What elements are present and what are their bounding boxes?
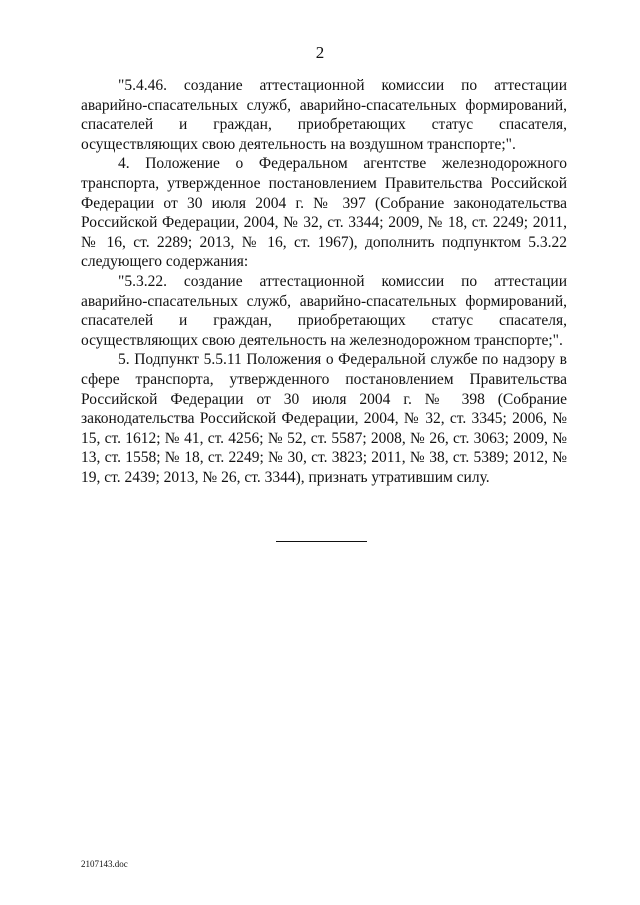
footer-filename: 2107143.doc — [81, 859, 128, 869]
paragraph-5-4-46: "5.4.46. создание аттестационной комиссии по аттестации аварийно-спасательных служб, аварийно-спасательных формирований, спасателей и граждан, приобретающих статус спасателя, осуществляющих свою деятельность на воздушном транспорте;". — [81, 77, 567, 153]
end-divider — [276, 541, 367, 542]
paragraph-item-5: 5. Подпункт 5.5.11 Положения о Федеральной службе по надзору в сфере транспорта, утвержденного постановлением Правительства Российской Федерации от 30 июля 2004 г. № 398 (Собрание законодательства Российской Федерации, 2004, № 32, ст. 3345; 2006, № 15, ст. 1612; № 41, ст. 4256; № 52, ст. 5587; 2008, № 26, ст. 3063; 2009, № 13, ст. 1558; № 18, ст. 2249; № 30, ст. 3823; 2011, № 38, ст. 5389; 2012, № 19, ст. 2439; 2013, № 26, ст. 3344), признать утратившим силу. — [81, 351, 567, 486]
document-body — [81, 76, 567, 487]
paragraph-item-4: 4. Положение о Федеральном агентстве железнодорожного транспорта, утвержденное постановлением Правительства Российской Федерации от 30 июля 2004 г. № 397 (Собрание законодательства Российской Федерации, 2004, № 32, ст. 3344; 2009, № 18, ст. 2249; 2011, № 16, ст. 2289; 2013, № 16, ст. 1967), дополнить подпунктом 5.3.22 следующего содержания: — [81, 155, 567, 271]
paragraph-5-3-22: "5.3.22. создание аттестационной комиссии по аттестации аварийно-спасательных служб, аварийно-спасательных формирований, спасателей и граждан, приобретающих статус спасателя, осуществляющих свою деятельность на железнодорожном транспорте;". — [81, 272, 567, 349]
page-number: 2 — [315, 43, 325, 62]
